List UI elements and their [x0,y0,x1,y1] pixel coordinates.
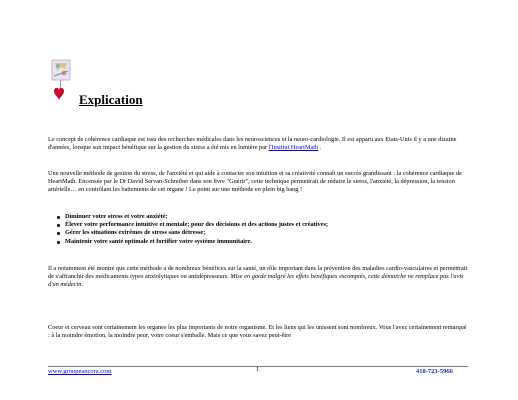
list-item-text: Gérer les situations extrêmes de stress sans détresse; [65,229,206,237]
footer-phone: 418-723-5966 [416,368,453,375]
benefits-list [57,213,467,246]
page-title: Explication [79,92,143,107]
list-item-text: Maintenir votre santé optimale et fortifier votre système immunitaire. [65,237,253,245]
bullet-icon [57,224,60,227]
list-item [57,238,467,246]
list-item-text: Élever votre performance intuitive et mentale; pour des décisions et des actions justes et créatives; [65,221,329,229]
paragraph-heart-brain: Coeur et cerveau sont certainement les organes les plus importants de notre organisme. Et les liens qui les unissent sont nombreux. Vous l'avez certainement remarqué : à la moindre émotion, la moindre peur, votre coeur s'emballe. Mais ce que vous savez peut-être [48,324,467,340]
bullet-icon [57,216,60,219]
paragraph-benefits [48,265,468,289]
list-item [57,229,467,237]
list-item [57,213,467,221]
footer-website-link[interactable]: www.groupeancora.com [48,368,112,375]
bullet-icon [57,241,60,244]
paragraph-benefits-text: Il a notamment été montré que cette méthode a de nombreux bénéfices sur la santé, un rôle important dans la prévention des maladies cardio-vasculaires et permettrait de s'affranchir des médicaments types anxiolytiques ou antidépresseurs. [48,265,468,281]
heartmath-link[interactable]: l'Institut HeartMath [268,144,319,152]
heart-logo-icon [49,59,79,103]
list-item [57,221,467,229]
bullet-icon [57,232,60,235]
paragraph-intro-end: . [318,144,322,152]
paragraph-intro [48,136,468,152]
page-number: 1 [256,366,260,373]
medical-warning: Mise en garde malgré les effets bénéfiques escomptés, cette démarche ne remplace pas l'avis d'un médecin. [48,273,464,289]
paragraph-method: Une nouvelle méthode de gestion du stress, de l'anxiété et qui aide à contacter son intuition et sa créativité connaît un succès grandissant : la cohérence cardiaque de HeartMath. Encensée par le Dr David Servan-Schreiber dans son livre "Guérir", cette technique permettrait de réduire le stress, l'anxiété, la dépression, la tension artérielle… en contrôlant les battements de cet organe ! Le point sur une méthode en plein big bang ! [48,170,462,194]
paragraph-intro-text: Le concept de cohérence cardiaque est issu des recherches médicales dans les neurosciences et la neuro-cardiologie. Il est apparu aux Etats-Unis il y a une dizaine d'années, lorsque son impact bénéfique sur la gestion du stress a été mis en lumière par [48,136,457,152]
list-item-text: Diminuer votre stress et votre anxiété; [65,213,168,220]
